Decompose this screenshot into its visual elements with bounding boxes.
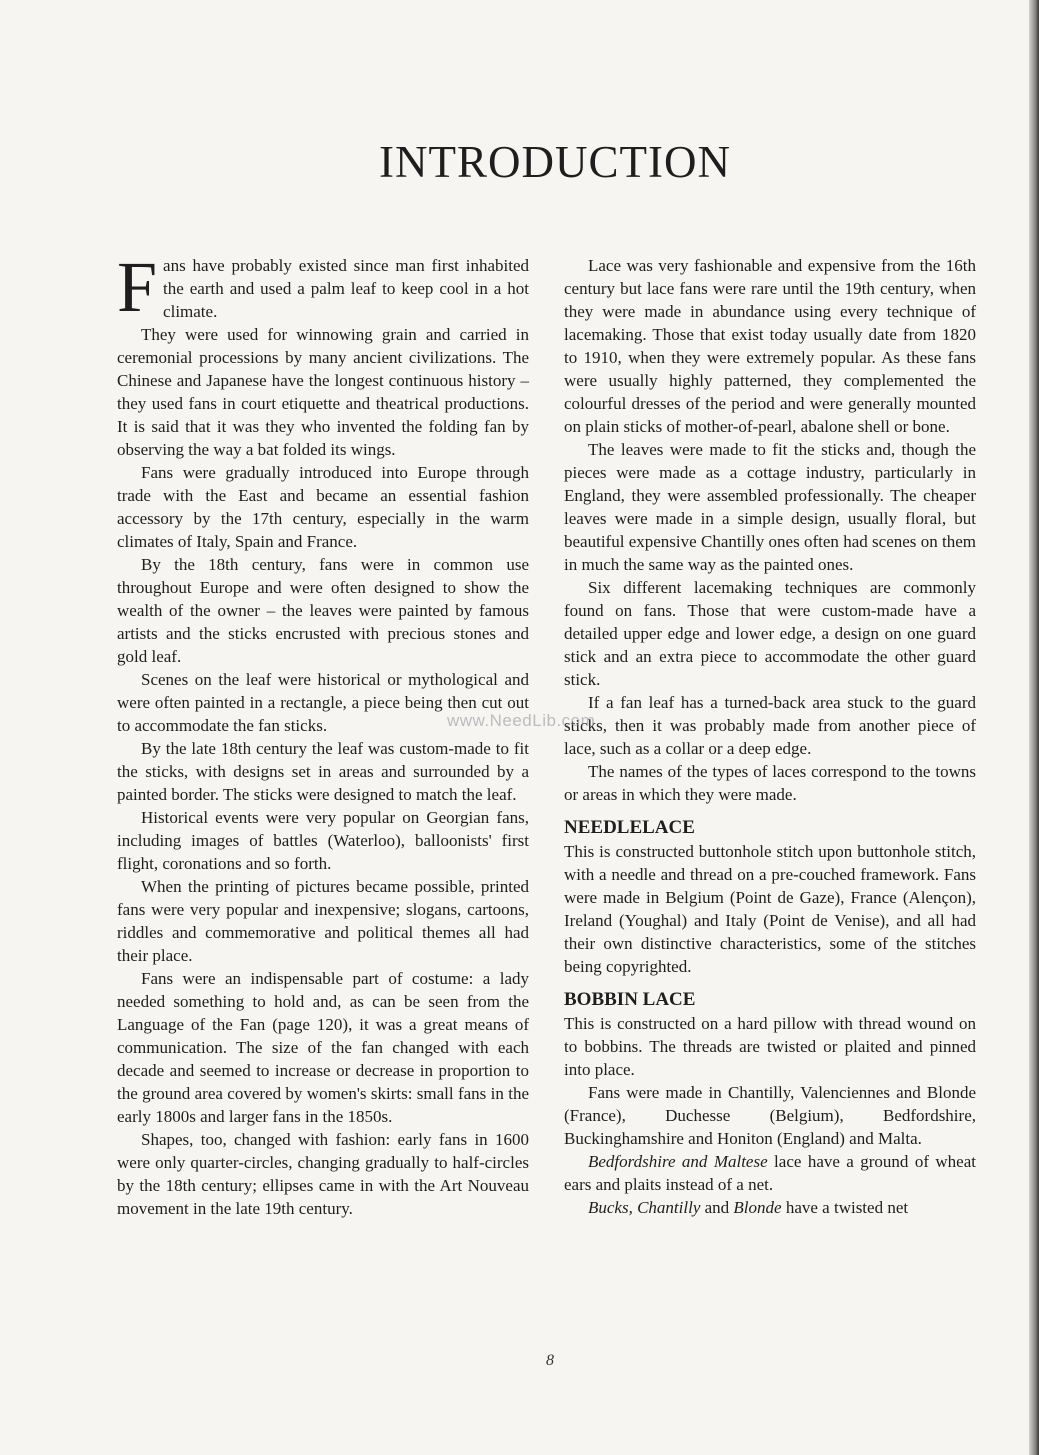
bobbin-4-emphasis-2: Blonde — [733, 1198, 782, 1217]
paragraph-5: Scenes on the leaf were historical or mythological and were often painted in a rectangle, a piece being then cut out to accommodate the fan sticks. — [117, 670, 529, 735]
page-number: 8 — [546, 1352, 554, 1369]
bobbin-3-emphasis: Bedfordshire and Maltese — [588, 1152, 768, 1171]
watermark-text: www.NeedLib.com — [447, 711, 596, 730]
paragraph-9: Fans were an indispensable part of costume: a lady needed something to hold and, as can be seen from the Language of the Fan (page 120), it was a great means of communication. The size of the fan changed with each decade and seemed to increase or decrease in proportion to the ground area covered by women's skirts: small fans in the early 1800s and larger fans in the 1850s. — [117, 969, 529, 1126]
paragraph-15: The names of the types of laces correspond to the towns or areas in which they were made. — [564, 762, 976, 804]
paragraph-10: Shapes, too, changed with fashion: early fans in 1600 were only quarter-circles, changing gradually to half-circles by the 18th century; ellipses came in with the Art Nouveau movement in the late 19th century. — [117, 1130, 529, 1218]
paragraph-1-text: ans have probably existed since man first inhabited the earth and used a palm leaf to keep cool in a hot climate. — [163, 256, 529, 321]
bobbin-paragraph-3 — [564, 1150, 976, 1196]
bobbin-3-text: lace have a ground of wheat ears and plaits instead of a net. — [564, 1152, 976, 1194]
paragraph-11: Lace was very fashionable and expensive from the 16th century but lace fans were rare until the 19th century, when they were made in abundance using every technique of lacemaking. Those that exist today usually date from 1820 to 1910, when they were extremely popular. As these fans were usually highly patterned, they complemented the colourful dresses of the period and were generally mounted on plain sticks of mother-of-pearl, abalone shell or bone. — [564, 256, 976, 436]
paragraph-13: Six different lacemaking techniques are commonly found on fans. Those that were custom-made have a detailed upper edge and lower edge, a design on one guard stick and an extra piece to accommodate the other guard stick. — [564, 578, 976, 689]
paragraph-7: Historical events were very popular on Georgian fans, including images of battles (Waterloo), balloonists' first flight, coronations and so forth. — [117, 808, 529, 873]
bobbin-paragraph-1: This is constructed on a hard pillow with thread wound on to bobbins. The threads are twisted or plaited and pinned into place. — [564, 1014, 976, 1079]
paragraph-4: By the 18th century, fans were in common use throughout Europe and were often designed to show the wealth of the owner – the leaves were painted by famous artists and the sticks encrusted with precious stones and gold leaf. — [117, 555, 529, 666]
paragraph-3: Fans were gradually introduced into Europe through trade with the East and became an essential fashion accessory by the 17th century, especially in the warm climates of Italy, Spain and France. — [117, 463, 529, 551]
page-title: INTRODUCTION — [379, 137, 731, 187]
bobbin-paragraph-4 — [564, 1196, 976, 1219]
paragraph-6: By the late 18th century the leaf was custom-made to fit the sticks, with designs set in areas and surrounded by a painted border. The sticks were designed to match the leaf. — [117, 739, 529, 804]
paragraph-1 — [117, 247, 529, 327]
heading-bobbin-lace: BOBBIN LACE — [564, 989, 696, 1010]
paragraph-12: The leaves were made to fit the sticks and, though the pieces were made as a cottage industry, particularly in England, they were assembled professionally. The cheaper leaves were made in a simple design, usually floral, but beautiful expensive Chantilly ones often had scenes on them in much the same way as the painted ones. — [564, 440, 976, 574]
drop-cap: F — [117, 247, 158, 327]
book-spine-edge — [1029, 0, 1039, 1455]
left-column — [117, 247, 529, 1220]
bobbin-paragraph-2: Fans were made in Chantilly, Valenciennes and Blonde (France), Duchesse (Belgium), Bedfordshire, Buckinghamshire and Honiton (England) and Malta. — [564, 1083, 976, 1148]
bobbin-4-and: and — [700, 1198, 734, 1217]
heading-needlelace: NEEDLELACE — [564, 817, 695, 838]
bobbin-4-emphasis-1: Bucks, Chantilly — [588, 1198, 701, 1217]
needlelace-paragraph: This is constructed buttonhole stitch upon buttonhole stitch, with a needle and thread on a pre-couched framework. Fans were made in Belgium (Point de Gaze), France (Alençon), Ireland (Youghal) and Italy (Point de Venise), and all had their own distinctive characteristics, some of the stitches being copyrighted. — [564, 842, 976, 976]
paragraph-8: When the printing of pictures became possible, printed fans were very popular and inexpensive; slogans, cartoons, riddles and commemorative and political themes all had their place. — [117, 877, 529, 965]
bobbin-4-text: have a twisted net — [781, 1198, 909, 1217]
paragraph-2: They were used for winnowing grain and carried in ceremonial processions by many ancient civilizations. The Chinese and Japanese have the longest continuous history – they used fans in court etiquette and theatrical productions. It is said that it was they who invented the folding fan by observing the way a bat folded its wings. — [117, 325, 529, 459]
paragraph-14: If a fan leaf has a turned-back area stuck to the guard sticks, then it was probably made from another piece of lace, such as a collar or a deep edge. — [564, 693, 976, 758]
right-column — [564, 254, 976, 1219]
